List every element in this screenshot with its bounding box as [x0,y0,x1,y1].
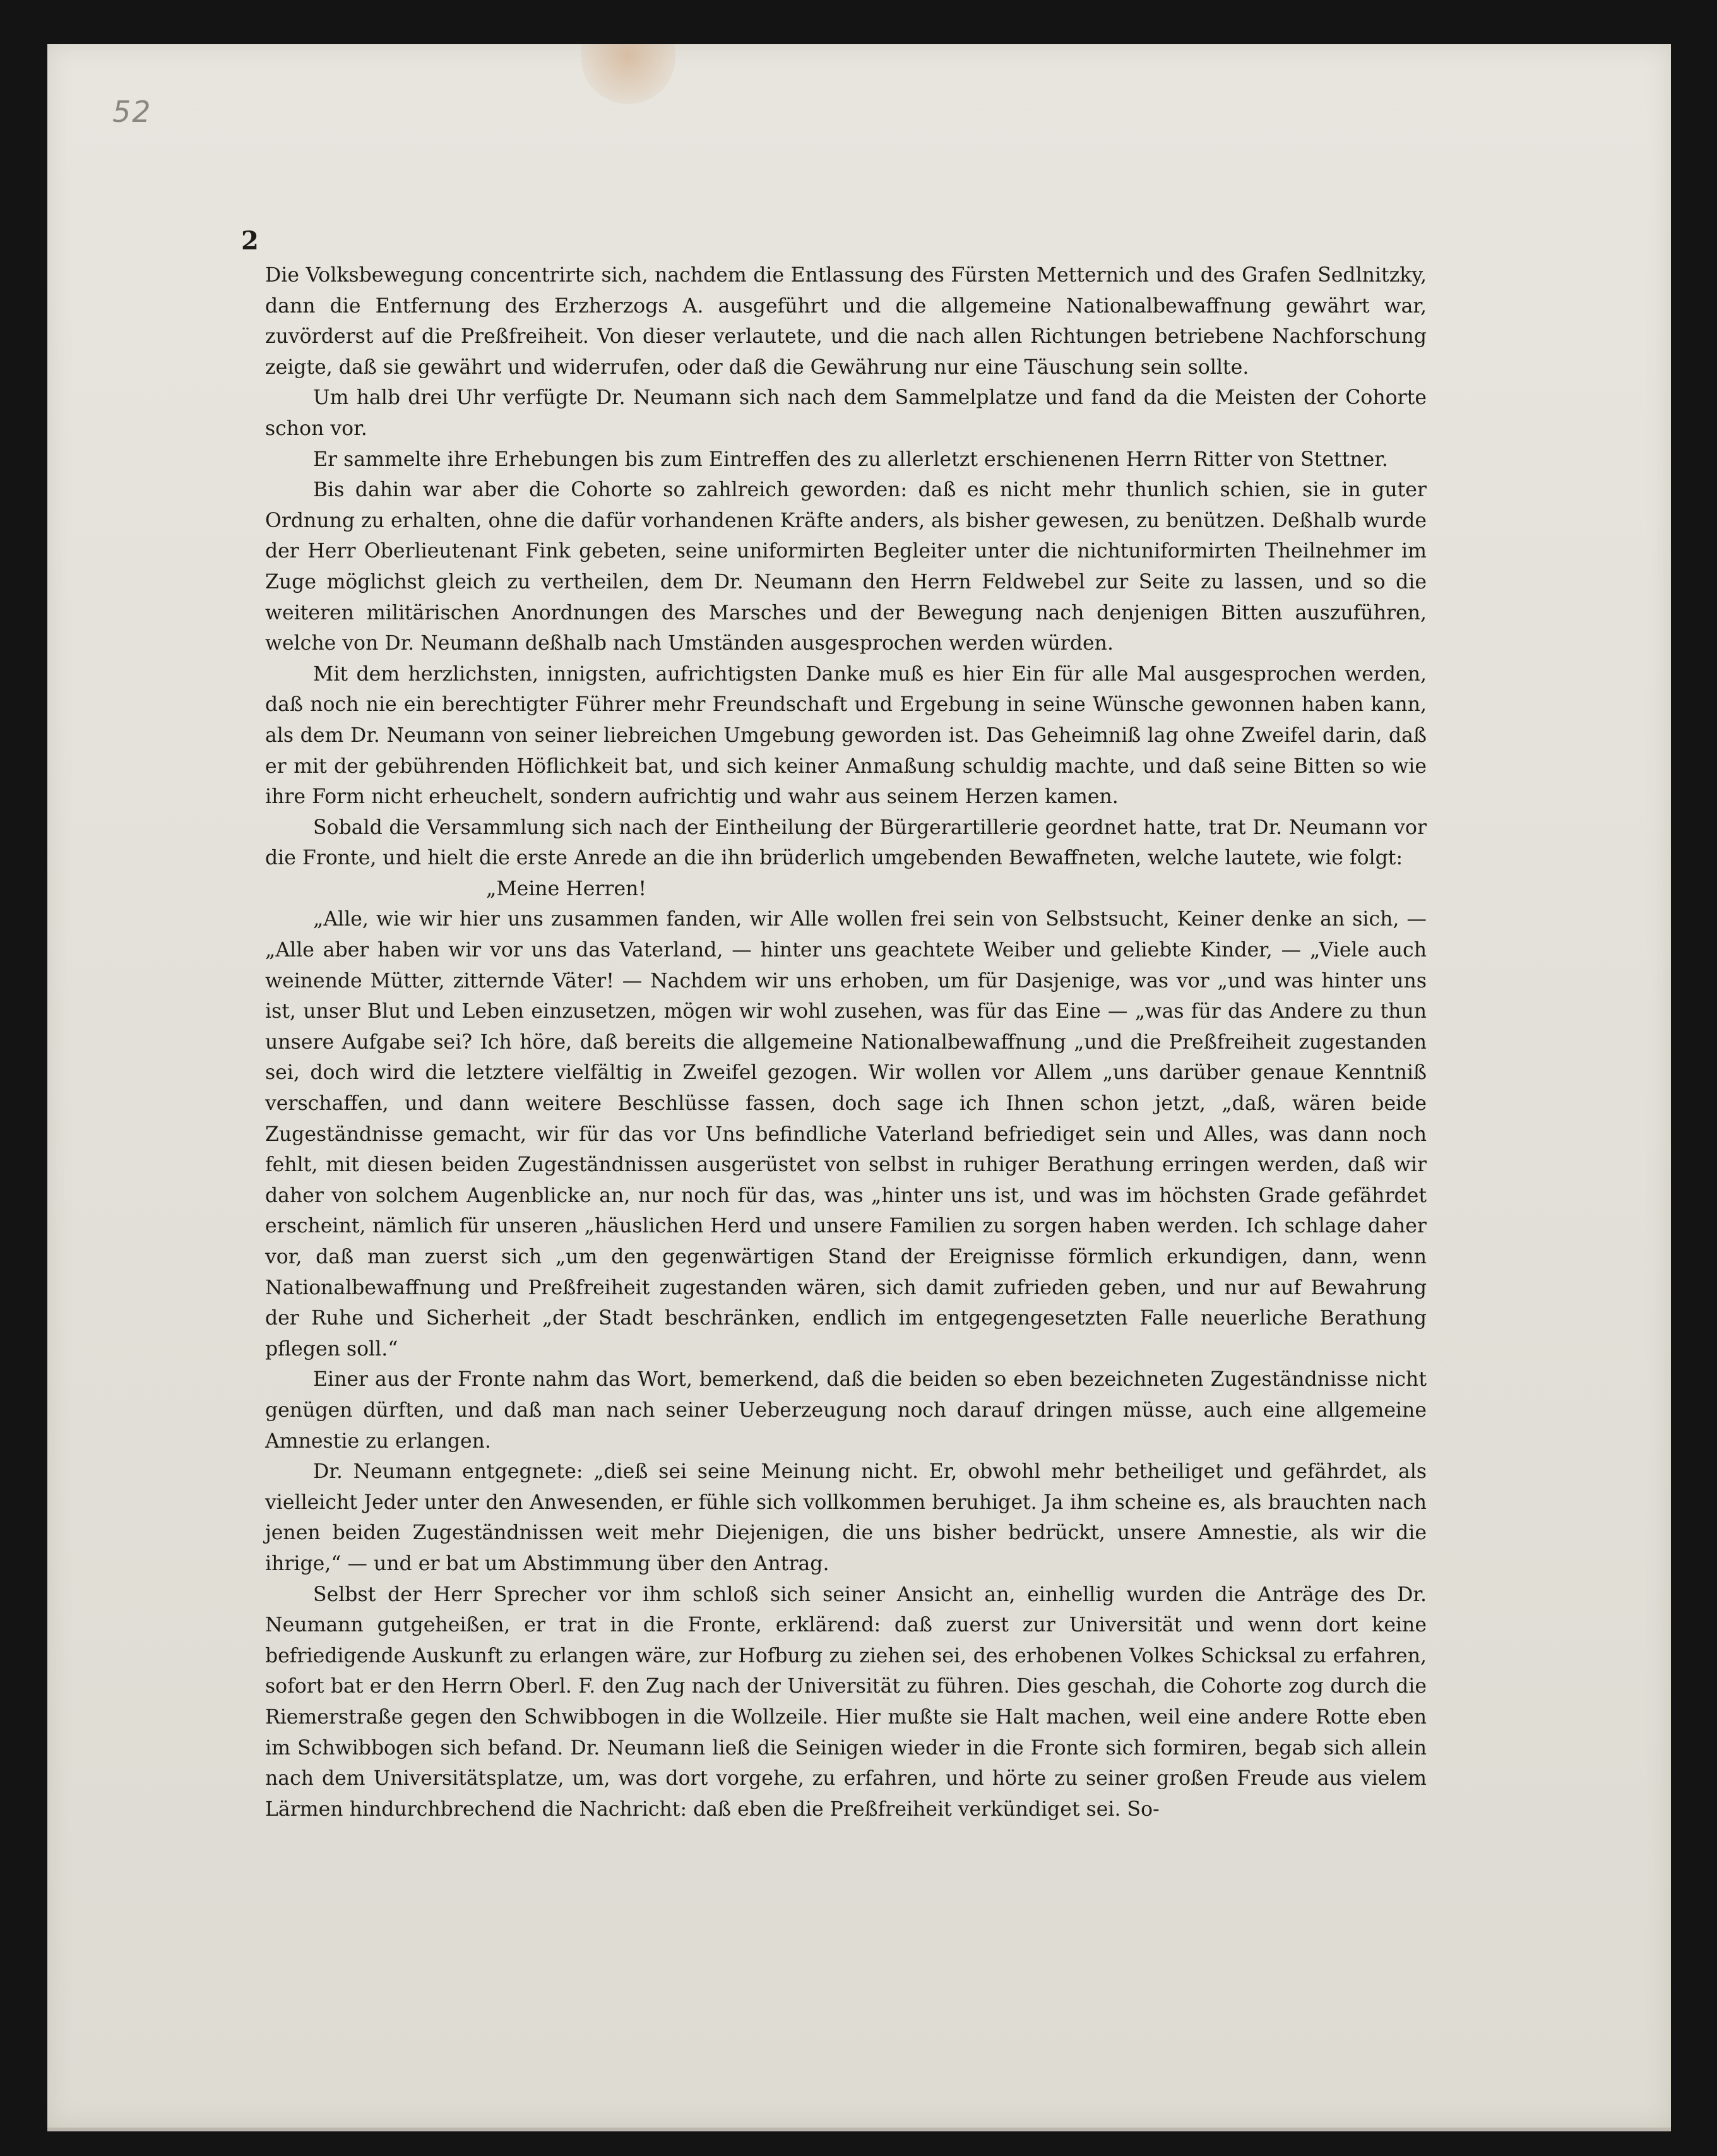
paragraph-universitaet: Selbst der Herr Sprecher vor ihm schloß sich seiner Ansicht an, einhellig wurden die Anträge des Dr. Neumann gutgeheißen, er trat in die Fronte, erklärend: daß zuerst zur Universität und wenn dort keine befriedigende Auskunft zu erlangen wäre, zur Hofburg zu ziehen sei, des erhobenen Volkes Schicksal zu erfahren, sofort bat er den Herrn Oberl. F. den Zug nach der Universität zu führen. Dies geschah, die Cohorte zog durch die Riemerstraße gegen den Schwibbogen in die Wollzeile. Hier mußte sie Halt machen, weil eine andere Rotte eben im Schwibbogen sich befand. Dr. Neumann ließ die Seinigen wieder in die Fronte sich formiren, begab sich allein nach dem Universitätsplatze, um, was dort vorgehe, zu erfahren, und hörte zu seiner großen Freude aus vielem Lärmen hindurchbrechend die Nachricht: daß eben die Preßfreiheit verkündiget sei. So- [265,1583,1427,1821]
speech-quote: „Alle, wie wir hier uns zusammen fanden, wir Alle wollen frei sein von Selbstsucht, Keiner denke an sich, — „Alle aber haben wir vor uns das Vaterland, — hinter uns geachtete Weiber und geliebte Kinder, — „Viele auch weinende Mütter, zitternde Väter! — Nachdem wir uns erhoben, um für Dasjenige, was vor „und was hinter uns ist, unser Blut und Leben einzusetzen, mögen wir wohl zusehen, was für das Eine — „was für das Andere zu thun unsere Aufgabe sei? Ich höre, daß bereits die allgemeine Nationalbewaffnung „und die Preßfreiheit zugestanden sei, doch wird die letztere vielfältig in Zweifel gezogen. Wir wollen vor Allem „uns darüber genaue Kenntniß verschaffen, und dann weitere Beschlüsse fassen, doch sage ich Ihnen schon jetzt, „daß, wären beide Zugeständnisse gemacht, wir für das vor Uns befindliche Vaterland befriediget sein und Alles, was dann noch fehlt, mit diesen beiden Zugeständnissen ausgerüstet von selbst in ruhiger Berathung erringen werden, daß wir daher von solchem Augenblicke an, nur noch für das, was „hinter uns ist, und was im höchsten Grade gefährdet erscheint, nämlich für unseren „häuslichen Herd und unsere Familien zu sorgen haben werden. Ich schlage daher vor, daß man zuerst sich „um den gegenwärtigen Stand der Ereignisse förmlich erkundigen, dann, wenn Nationalbewaffnung und Preßfreiheit zugestanden wären, sich damit zufrieden geben, und nur auf Bewahrung der Ruhe und Sicherheit „der Stadt beschränken, endlich im entgegengesetzten Falle neuerliche Berathung pflegen soll.“ [265,908,1427,1361]
paragraph-sammelplatz: Um halb drei Uhr verfügte Dr. Neumann sich nach dem Sammelplatze und fand da die Meisten der Cohorte schon vor. [265,386,1427,440]
paragraph-entgegnung: Dr. Neumann entgegnete: „dieß sei seine Meinung nicht. Er, obwohl mehr betheiliget und gefährdet, als vielleicht Jeder unter den Anwesenden, er fühle sich vollkommen beruhiget. Ja ihm scheine es, als brauchten nach jenen beiden Zugeständnissen weit mehr Diejenigen, die uns bisher bedrückt, unsere Amnestie, als wir die ihrige,“ — und er bat um Abstimmung über den Antrag. [265,1460,1427,1575]
body-text [265,260,1427,1825]
water-stain [581,44,675,104]
paragraph-einwand: Einer aus der Fronte nahm das Wort, bemerkend, daß die beiden so eben bezeichneten Zugeständnisse nicht genügen dürften, und daß man nach seiner Ueberzeugung noch darauf dringen müsse, auch eine allgemeine Amnestie zu erlangen. [265,1368,1427,1453]
paragraph-volksbewegung: Die Volksbewegung concentrirte sich, nachdem die Entlassung des Fürsten Metternich und des Grafen Sedlnitzky, dann die Entfernung des Erzherzogs A. ausgeführt und die allgemeine Nationalbewaffnung gewährt war, zuvörderst auf die Preßfreiheit. Von dieser verlautete, und die nach allen Richtungen betriebene Nachforschung zeigte, daß sie gewährt und widerrufen, oder daß die Gewährung nur eine Täuschung sein sollte. [265,264,1427,379]
paragraph-cohorte: Bis dahin war aber die Cohorte so zahlreich geworden: daß es nicht mehr thunlich schien, sie in guter Ordnung zu erhalten, ohne die dafür vorhandenen Kräfte anders, als bisher gewesen, zu benützen. Deßhalb wurde der Herr Oberlieutenant Fink gebeten, seine uniformirten Begleiter unter die nichtuniformirten Theilnehmer im Zuge möglichst gleich zu vertheilen, dem Dr. Neumann den Herrn Feldwebel zur Seite zu lassen, und so die weiteren militärischen Anordnungen des Marsches und der Bewegung nach denjenigen Bitten auszuführen, welche von Dr. Neumann deßhalb nach Umständen ausgesprochen werden würden. [265,479,1427,655]
paragraph-dank: Mit dem herzlichsten, innigsten, aufrichtigsten Danke muß es hier Ein für alle Mal ausgesprochen werden, daß noch nie ein berechtigter Führer mehr Freundschaft und Ergebung in seine Wünsche gewonnen haben kann, als dem Dr. Neumann von seiner liebreichen Umgebung geworden ist. Das Geheimniß lag ohne Zweifel darin, daß er mit der gebührenden Höflichkeit bat, und sich keiner Anmaßung schuldig machte, und daß seine Bitten so wie ihre Form nicht erheuchelt, sondern aufrichtig und wahr aus seinem Herzen kamen. [265,662,1427,809]
paragraph-anrede-intro: Sobald die Versammlung sich nach der Eintheilung der Bürgerartillerie geordnet hatte, trat Dr. Neumann vor die Fronte, und hielt die erste Anrede an die ihn brüderlich umgebenden Bewaffneten, welche lautete, wie folgt: [265,816,1427,870]
archive-number: 52 [112,95,152,129]
paragraph-erhebungen: Er sammelte ihre Erhebungen bis zum Eintreffen des zu allerletzt erschienenen Herrn Ritter von Stettner. [313,448,1388,471]
page-edge [47,2128,1671,2131]
salutation: „Meine Herren! [486,877,647,900]
page-number: 2 [241,226,259,256]
